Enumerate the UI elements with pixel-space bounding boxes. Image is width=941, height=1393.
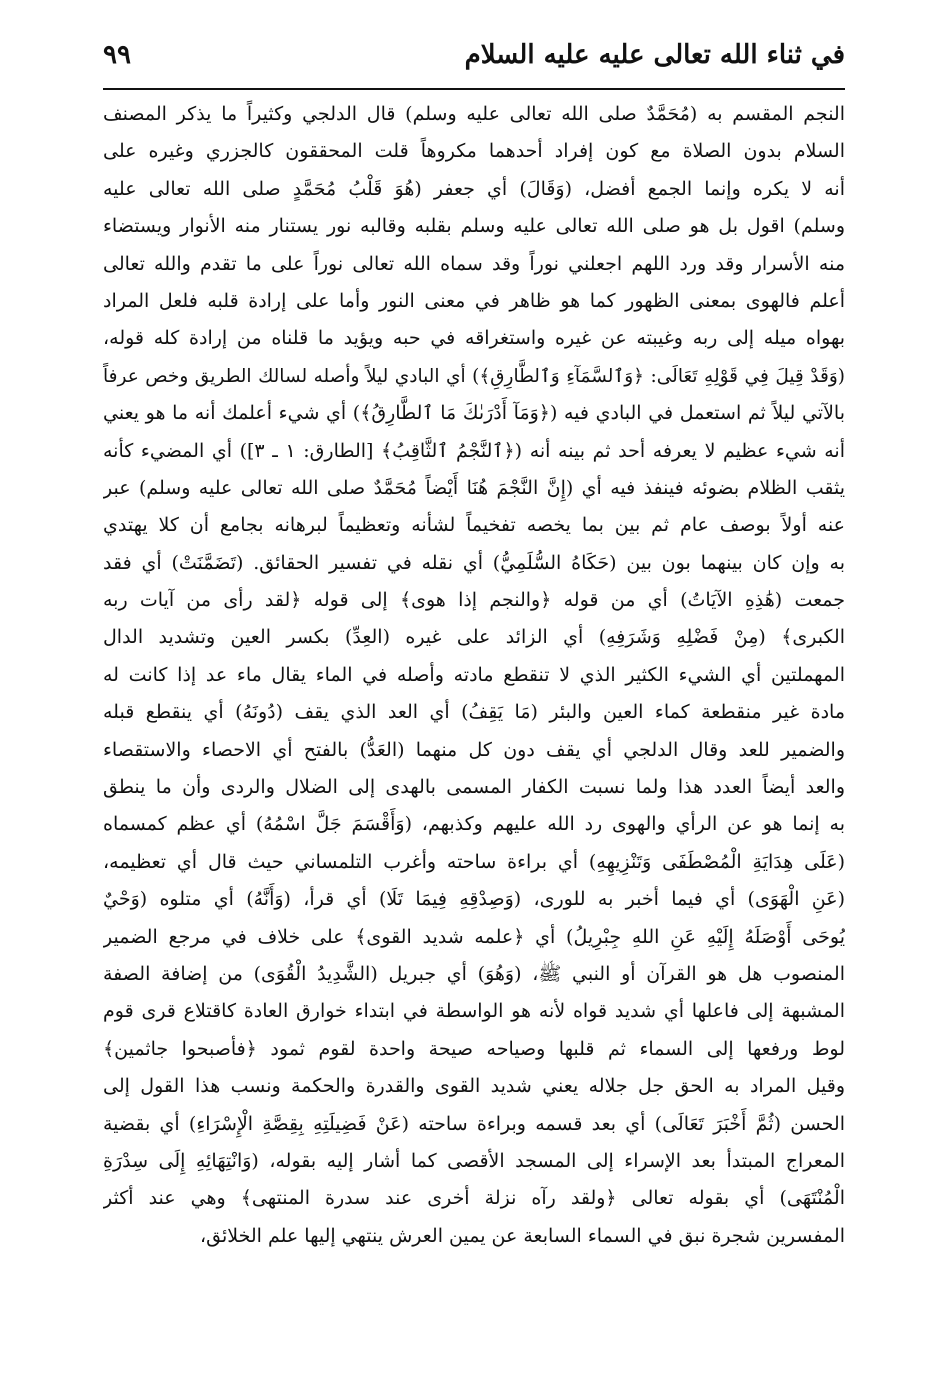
- text-line: لوط ورفعها إلى السماء ثم قلبها وصياحه صيحة واحدة لقوم ثمود ﴿فأصبحوا جاثمين﴾: [103, 1037, 845, 1060]
- text-line: به وإن كان بينهما بون بين (حَكَاهُ السُّلَمِيُّ) أي نقله في تفسير الحقائق. (تَضَمَّنَتْ) أي فقد: [103, 551, 845, 574]
- text-line: المهملتين أي الشيء الكثير الذي لا تنقطع مادته وأصله في الماء يقال ماء عد إذا كانت له: [103, 663, 845, 686]
- text-line: والضمير للعد وقال الدلجي أي يقف دون كل منهما (العَدُّ) بالفتح أي الاحصاء والاستقصاء: [103, 738, 845, 761]
- text-line: السلام بدون الصلاة مع كون إفراد أحدهما مكروهاً قلت المحققون كالجزري وغيره على: [103, 140, 845, 163]
- text-line: أعلم فالهوى بمعنى الظهور كما هو ظاهر في معنى النور وأما على إرادة قلبه فلعل المراد: [103, 289, 845, 312]
- text-line: والعد أيضاً العدد هذا ولما نسبت الكفار المسمى بالهدى إلى الضلال والردى وأن ما ينطق: [103, 776, 845, 799]
- running-title: في ثناء الله تعالى عليه عليه السلام: [464, 40, 845, 70]
- text-line: المعراج المبتدأ بعد الإسراء إلى المسجد الأقصى كما أشار إليه بقوله، (وَانْتِهَائِهِ إِلَى سِدْرَةِ: [103, 1149, 845, 1172]
- text-line: (وَقَدْ قِيلَ فِي قَوْلِهِ تَعَالَى: ﴿وَٱلسَّمَآءِ وَٱلطَّارِقِ﴾) أي البادي ليلاً وأصله لسالك الطريق وخص عرفاً: [103, 365, 845, 387]
- text-line: الْمُنْتَهَى) أي بقوله تعالى ﴿ولقد رآه نزلة أخرى عند سدرة المنتهى﴾ وهي عند أكثر: [103, 1187, 845, 1210]
- text-line: الحسن (ثُمَّ أَخْبَرَ تَعَالَى) أي بعد قسمه وبراءة ساحته (عَنْ فَضِيلَتِهِ بِقِصَّةِ الْإِسْرَاءِ) أي بقضية: [103, 1112, 845, 1135]
- page-header: [103, 38, 845, 86]
- text-line: به إنما هو عن الرأي والهوى رد الله عليهم وكذبهم، (وَأَقْسَمَ جَلَّ اسْمُهُ) أي عظم كمسماه: [103, 813, 845, 836]
- text-line: (عَلَى هِدَايَةِ الْمُصْطَفَى وَتَنْزِيهِهِ) أي براءة ساحته وأغرب التلمساني حيث قال أي تعظيمه،: [103, 850, 845, 873]
- text-line: يُوحَى أَوْصَلَهُ إِلَيْهِ عَنِ اللهِ جِبْرِيلُ) أي ﴿علمه شديد القوى﴾ على خلاف في مرجع الضمير: [103, 925, 845, 948]
- text-line: المشبهة إلى فاعلها أي شديد قواه لأنه هو الواسطة في ابتداء خوارق العادة كاقتلاع قرى قوم: [103, 1000, 845, 1023]
- text-line: وسلم) اقول بل هو صلى الله تعالى عليه وسلم بقلبه وقالبه نور يستنار منه الأنوار ويستضاء: [103, 215, 845, 238]
- body-text: [103, 96, 845, 1366]
- header-rule: [103, 88, 845, 90]
- text-line: المفسرين شجرة نبق في السماء السابعة عن يمين العرش ينتهي إليها علم الخلائق،: [200, 1224, 845, 1247]
- text-line: عنه أولاً بوصف عام ثم بين بما يخصه تفخيماً لشأنه وتعظيماً لبرهانه بجامع أن كلا يهتدي: [103, 514, 845, 537]
- text-line: وقيل المراد به الحق جل جلاله يعني شديد القوى والقدرة والحكمة ونسب هذا القول إلى: [103, 1075, 845, 1098]
- text-line: بهواه ميله إلى ربه وغيبته عن غيره واستغراقه في حبه ويؤيد ما قلناه من إرادة كله قوله،: [103, 327, 845, 350]
- page-number: ٩٩: [103, 40, 131, 70]
- text-line: منه الأسرار وقد ورد اللهم اجعلني نوراً وقد سماه الله تعالى نوراً على ما تقدم والله تعالى: [103, 252, 845, 275]
- text-line: بالآتي ليلاً ثم استعمل في البادي فيه (﴿وَمَآ أَدْرَىٰكَ مَا ٱلطَّارِقُ﴾) أي شيء أعلمك أنه ما هو يعني: [103, 402, 845, 425]
- text-line: (عَنِ الْهَوَى) أي فيما أخبر به للورى، (وَصِدْقِهِ فِيمَا تَلَا) أي قرأ، (وَأَنَّهُ) أي متلوه (وَحْيٌ: [103, 888, 845, 911]
- text-line: يثقب الظلام بضوئه فينفذ فيه أي (إِنَّ النَّجْمَ هُنَا أَيْضاً مُحَمَّدٌ صلى الله تعالى عليه وسلم) عبر: [103, 476, 845, 499]
- text-line: جمعت (هَٰذِهِ الآيَاتُ) أي من قوله ﴿والنجم إذا هوى﴾ إلى قوله ﴿لقد رأى من آيات ربه: [103, 589, 845, 612]
- text-line: أنه لا يكره وإنما الجمع أفضل، (وَقَالَ) أي جعفر (هُوَ قَلْبُ مُحَمَّدٍ صلى الله تعالى عليه: [103, 177, 845, 200]
- text-line: مادة غير منقطعة كماء العين والبئر (مَا يَقِفُ) أي العد الذي يقف (دُونَهُ) أي ينقطع قبله: [103, 701, 845, 724]
- text-line: الكبرى﴾ (مِنْ فَضْلِهِ وَشَرَفِهِ) أي الزائد على غيره (العِدِّ) بكسر العين وتشديد الدال: [103, 626, 845, 649]
- text-line: أنه شيء عظيم لا يعرفه أحد ثم بينه أنه (﴿ٱلنَّجْمُ ٱلثَّاقِبُ﴾ [الطارق: ١ ـ ٣]) أي المضيء كأنه: [103, 439, 845, 462]
- text-line: النجم المقسم به (مُحَمَّدٌ صلى الله تعالى عليه وسلم) قال الدلجي وكثيراً ما يذكر المصنف: [103, 103, 845, 125]
- text-line: المنصوب هل هو القرآن أو النبي ﷺ، (وَهُوَ) أي جبريل (الشَّدِيدُ الْقُوَى) من إضافة الصفة: [103, 962, 845, 985]
